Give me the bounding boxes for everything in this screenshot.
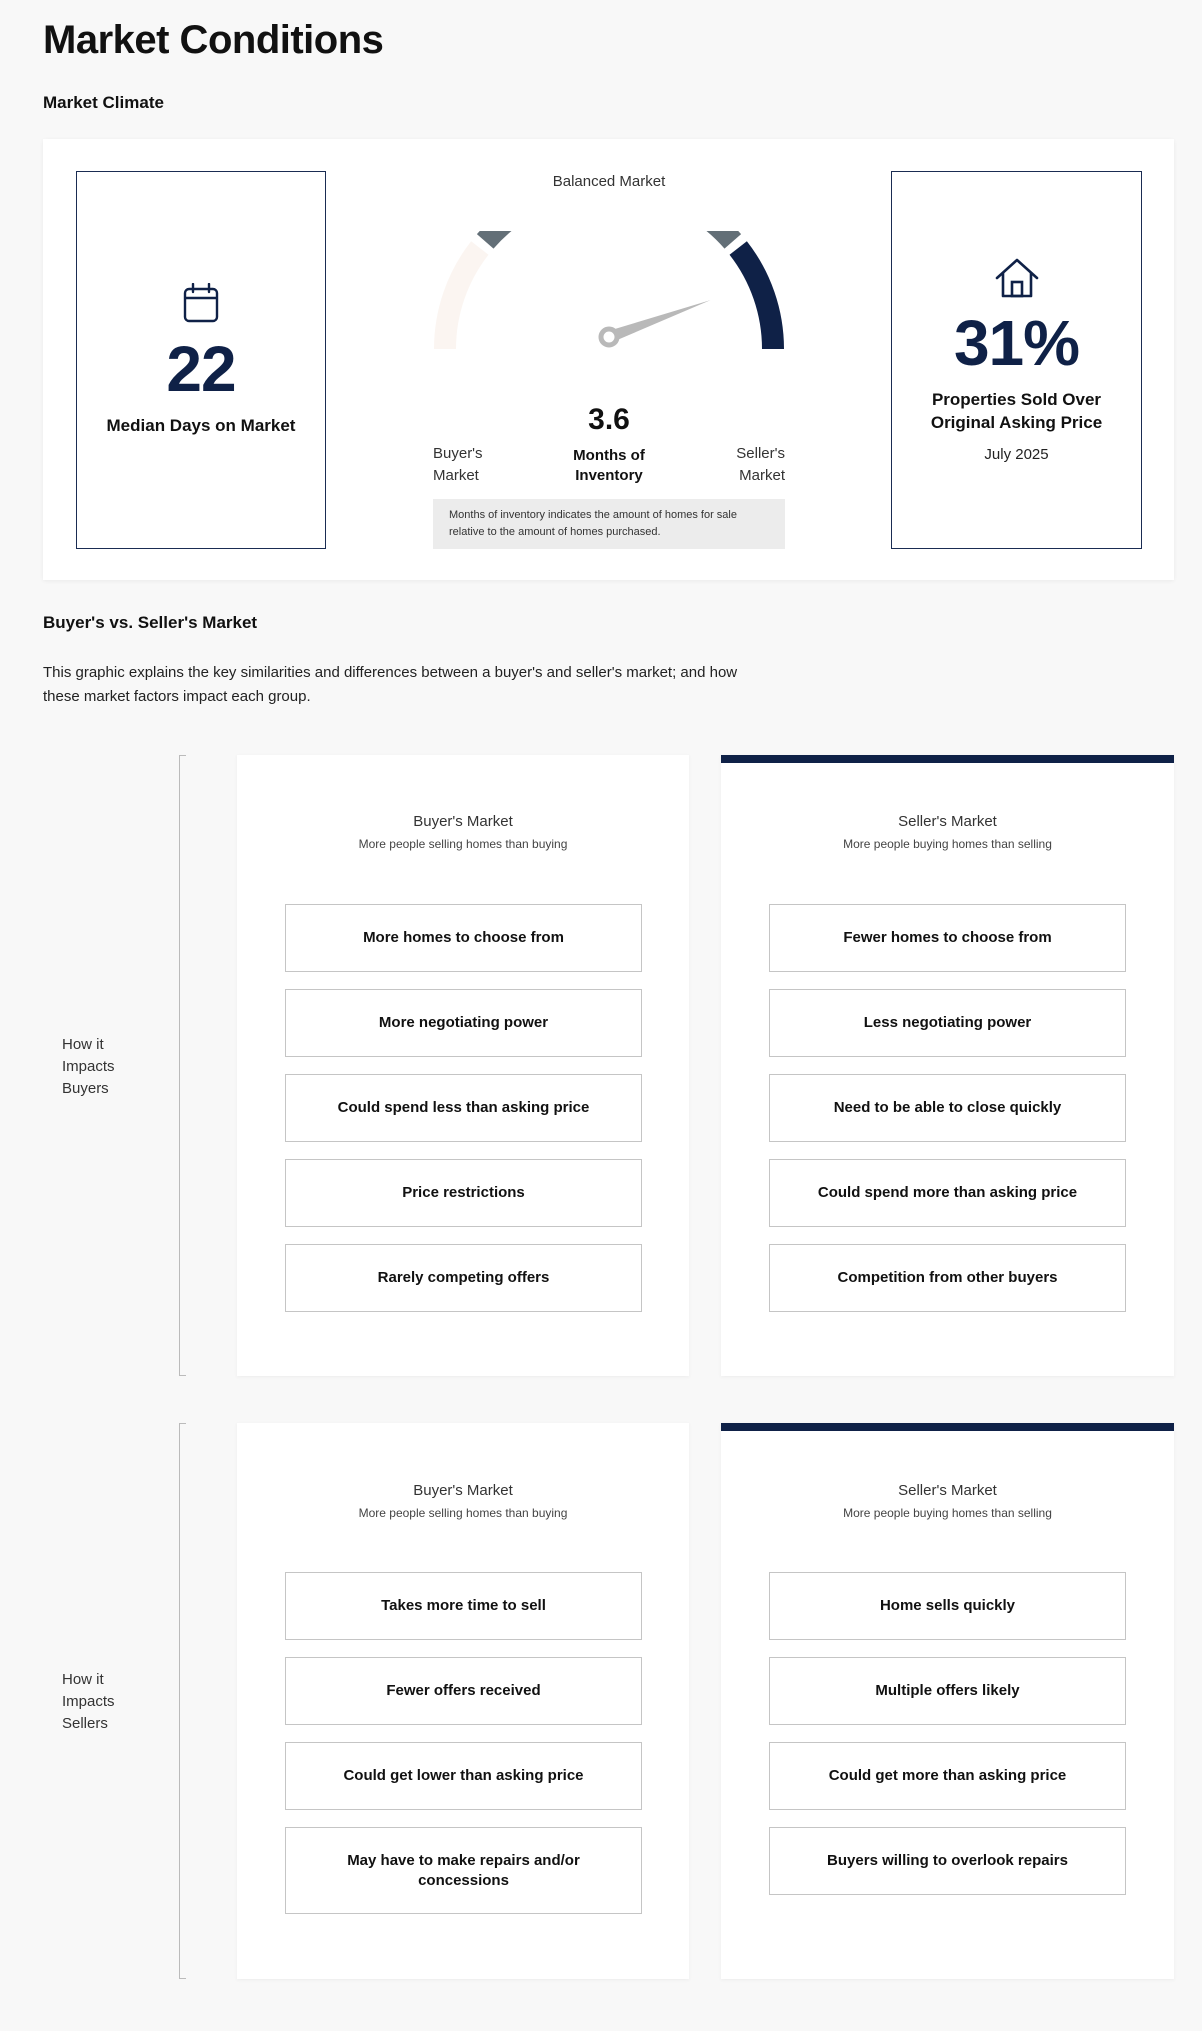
gauge-arc-buyer [445,248,480,349]
inventory-note: Months of inventory indicates the amount of homes for sale relative to the amount of homes purchased. [433,499,785,549]
factor-item: Fewer homes to choose from [769,904,1126,972]
gauge-label-sellers-market: Seller's Market [736,445,785,484]
factor-item: More homes to choose from [285,904,642,972]
panel-subtitle: More people buying homes than selling [843,1506,1052,1520]
panel-subtitle: More people selling homes than buying [358,1506,568,1520]
factor-item: Competition from other buyers [769,1244,1126,1312]
comparison-description: This graphic explains the key similarities and differences between a buyer's and seller's market; and how these market factors impact each group. [43,664,738,705]
gauge-arc-balanced [485,231,733,241]
comparison-heading: Buyer's vs. Seller's Market [43,613,258,632]
panel-title: Buyer's Market [413,1482,513,1499]
gauge-title: Balanced Market [552,173,666,190]
market-climate-heading: Market Climate [43,93,164,112]
sellers-seller-market-panel [721,1423,1174,1979]
sold-over-asking-label: Properties Sold Over Original Asking Price [930,390,1103,432]
factor-item: More negotiating power [285,989,642,1057]
gauge-svg [433,231,785,361]
panel-title: Buyer's Market [413,813,513,830]
factor-item: Could get lower than asking price [285,1742,642,1810]
factor-item: Rarely competing offers [285,1244,642,1312]
calendar-icon [183,283,219,323]
impacts-sellers-bracket [179,1423,180,1979]
gauge-value: 3.6 [588,403,630,436]
factor-item: Multiple offers likely [769,1657,1126,1725]
factor-item: Buyers willing to overlook repairs [769,1827,1126,1895]
sellers-buyer-market-panel [237,1423,689,1979]
buyers-seller-market-panel [721,755,1174,1376]
gauge-arc-seller [738,248,773,349]
median-days-label: Median Days on Market [106,415,296,435]
factor-item: Home sells quickly [769,1572,1126,1640]
impacts-sellers-label: How it Impacts Sellers [62,1671,115,1732]
impacts-buyers-label: How it Impacts Buyers [62,1036,115,1097]
factor-item: Could spend more than asking price [769,1159,1126,1227]
panel-title: Seller's Market [898,813,997,830]
factor-item: May have to make repairs and/or concessions [285,1827,642,1914]
median-days-value: 22 [166,332,236,405]
house-icon [994,257,1040,299]
impacts-buyers-bracket [179,755,180,1376]
sold-over-asking-date: July 2025 [984,445,1049,463]
factor-item: Need to be able to close quickly [769,1074,1126,1142]
panel-title: Seller's Market [898,1482,997,1499]
gauge-caption: Months of Inventory [573,447,645,484]
panel-subtitle: More people buying homes than selling [843,837,1052,851]
gauge-needle [607,300,711,343]
factor-item: Fewer offers received [285,1657,642,1725]
factor-item: Less negotiating power [769,989,1126,1057]
page-title: Market Conditions [43,18,384,62]
gauge-needle-hub [601,329,617,345]
factor-item: Could spend less than asking price [285,1074,642,1142]
panel-subtitle: More people selling homes than buying [358,837,568,851]
sold-over-asking-value: 31% [953,307,1080,380]
market-climate-card [43,139,1174,580]
factor-item: Could get more than asking price [769,1742,1126,1810]
factor-item: Takes more time to sell [285,1572,642,1640]
gauge-label-buyers-market: Buyer's Market [433,445,483,484]
median-days-card [76,171,326,549]
factor-item: Price restrictions [285,1159,642,1227]
inventory-gauge [433,173,785,539]
sold-over-asking-card [891,171,1142,549]
buyers-buyer-market-panel [237,755,689,1376]
